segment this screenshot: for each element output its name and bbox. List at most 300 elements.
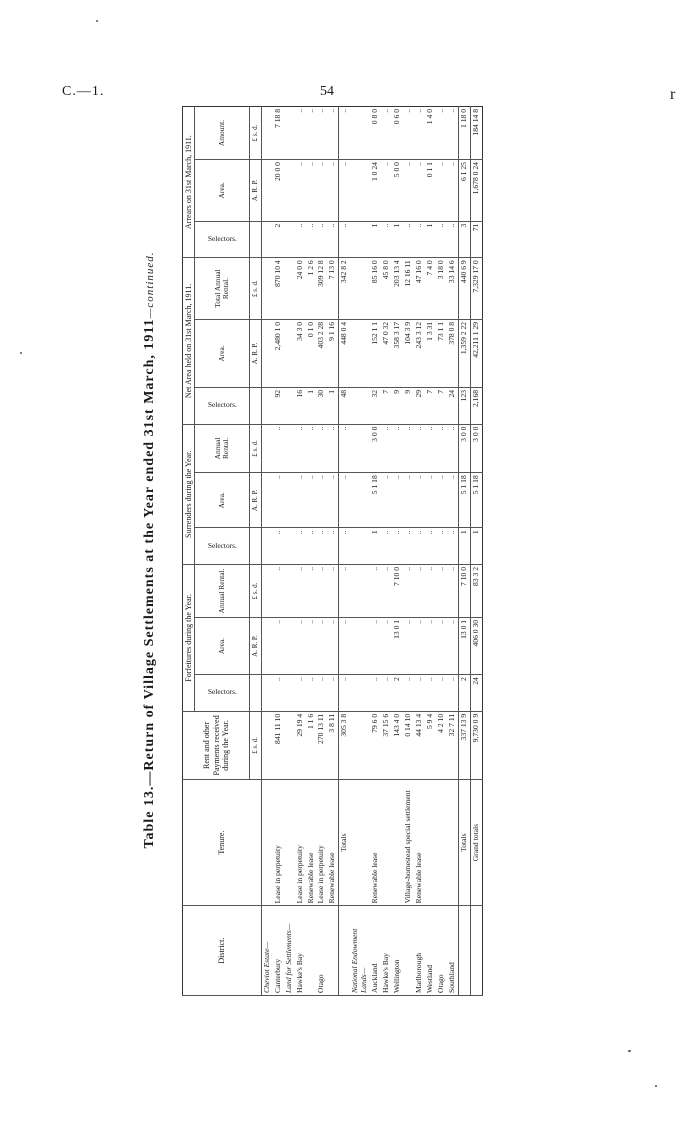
unit-a-amt: £ s. d.	[250, 107, 261, 160]
cell-f-sel: ..	[306, 675, 317, 712]
cell-n-rent: 203 13 4	[392, 258, 403, 320]
cell-s-rent: ..	[316, 424, 327, 473]
cell-f-rent: 83 3 2	[470, 565, 482, 618]
cell-tenure	[392, 779, 403, 905]
cell-n-sel: 9	[403, 387, 414, 424]
cell-s-area: ..	[327, 473, 338, 528]
cell-a-area: ..	[381, 160, 392, 222]
cell-f-rent: ..	[425, 565, 436, 618]
cell-tenure	[425, 779, 436, 905]
cell-s-rent: ..	[403, 424, 414, 473]
cell-n-rent	[261, 258, 272, 320]
cell-a-area: 1 0 24	[370, 160, 381, 222]
cell-n-area: 0 1 0	[306, 319, 317, 387]
unit-a-area: A. R. P.	[250, 160, 261, 222]
cell-n-area: 243 3 12	[414, 319, 425, 387]
cell-f-area: ..	[436, 617, 447, 674]
cell-rent: 44 13 4	[414, 711, 425, 779]
cell-s-area: ..	[306, 473, 317, 528]
cell-s-sel: ..	[403, 528, 414, 565]
cell-a-sel: ..	[414, 221, 425, 258]
cell-n-area: 152 1 1	[370, 319, 381, 387]
cell-n-sel	[350, 387, 370, 424]
cell-f-rent: 7 10 0	[458, 565, 470, 618]
cell-n-sel: 29	[414, 387, 425, 424]
cell-tenure	[284, 779, 295, 905]
col-n-selectors	[195, 387, 250, 424]
cell-s-area: 5 1 18	[370, 473, 381, 528]
cell-a-sel: 1	[392, 221, 403, 258]
table-body	[261, 107, 482, 996]
cell-tenure: Lease in perpetuity	[273, 779, 284, 905]
cell-s-sel: ..	[327, 528, 338, 565]
cell-f-rent: ..	[339, 565, 350, 618]
cell-n-area: 448 0 4	[339, 319, 350, 387]
unit-blank	[250, 221, 261, 258]
cell-rent: 4 2 10	[436, 711, 447, 779]
cell-f-rent	[261, 565, 272, 618]
cell-f-rent: ..	[327, 565, 338, 618]
unit-f-rent: £ s. d.	[250, 565, 261, 618]
cell-f-sel: ..	[339, 675, 350, 712]
unit-rent: £ s. d.	[250, 711, 261, 779]
cell-a-area	[350, 160, 370, 222]
cell-district: National Endowment Lands—	[350, 906, 370, 996]
cell-rent: 79 6 0	[370, 711, 381, 779]
table-row	[273, 107, 284, 996]
cell-s-area: 5 1 18	[458, 473, 470, 528]
group-surrenders: Surrenders during the Year.	[183, 424, 195, 564]
cell-f-area: ..	[370, 617, 381, 674]
cell-tenure: Renewable lease	[306, 779, 317, 905]
cell-district: Marlborough	[414, 906, 425, 996]
cell-s-area: ..	[392, 473, 403, 528]
cell-f-area	[350, 617, 370, 674]
village-settlements-table	[182, 106, 483, 996]
n-selectors-label: Selectors.	[207, 400, 237, 410]
cell-n-area: 2,480 1 0	[273, 319, 284, 387]
cell-s-rent: ..	[273, 424, 284, 473]
cell-n-rent: 1 2 6	[306, 258, 317, 320]
cell-tenure	[381, 779, 392, 905]
report-code: C.—1.	[62, 84, 105, 99]
cell-n-sel	[284, 387, 295, 424]
totals-row	[458, 107, 470, 996]
scan-speck	[20, 352, 22, 354]
cell-f-sel: ..	[425, 675, 436, 712]
cell-a-amt	[350, 107, 370, 160]
cell-f-rent: ..	[436, 565, 447, 618]
cell-f-rent: ..	[447, 565, 458, 618]
cell-s-rent: ..	[392, 424, 403, 473]
table-row	[414, 107, 425, 996]
cell-a-sel: ..	[295, 221, 306, 258]
cell-rent	[261, 711, 272, 779]
cell-n-rent: 870 10 4	[273, 258, 284, 320]
cell-n-rent	[284, 258, 295, 320]
cell-s-rent	[350, 424, 370, 473]
cell-f-area	[284, 617, 295, 674]
cell-n-sel: 9	[392, 387, 403, 424]
cell-s-sel: ..	[447, 528, 458, 565]
cell-a-amt	[261, 107, 272, 160]
cell-f-rent: ..	[295, 565, 306, 618]
cell-tenure: Grand totals	[470, 779, 482, 905]
cell-a-sel	[261, 221, 272, 258]
group-net-area: Net Area held on 31st March, 1911.	[183, 258, 195, 424]
cell-f-area: 406 0 30	[470, 617, 482, 674]
cell-district	[403, 906, 414, 996]
cell-rent: 37 15 6	[381, 711, 392, 779]
unit-blank	[250, 675, 261, 712]
cell-district	[458, 906, 470, 996]
cell-f-area: 13 0 1	[392, 617, 403, 674]
col-a-area: Area.	[195, 160, 250, 222]
cell-n-sel: 7	[381, 387, 392, 424]
cell-n-sel: 2,168	[470, 387, 482, 424]
cell-f-sel: ..	[436, 675, 447, 712]
cell-district	[470, 906, 482, 996]
cell-a-amt: ..	[295, 107, 306, 160]
cell-n-area: 403 2 28	[316, 319, 327, 387]
cell-n-area: 1 3 31	[425, 319, 436, 387]
corner-mark: r	[670, 86, 676, 103]
cell-s-area	[350, 473, 370, 528]
cell-s-area: ..	[403, 473, 414, 528]
cell-a-amt: 1 4 0	[425, 107, 436, 160]
cell-n-rent: 85 16 0	[370, 258, 381, 320]
cell-rent: 305 3 8	[339, 711, 350, 779]
cell-s-area: ..	[414, 473, 425, 528]
cell-tenure: Renewable lease	[370, 779, 381, 905]
cell-a-sel: ..	[316, 221, 327, 258]
table-row	[295, 107, 306, 996]
cell-f-sel: ..	[447, 675, 458, 712]
cell-district: Land for Settlements—	[284, 906, 295, 996]
cell-n-rent: 7,329 17 0	[470, 258, 482, 320]
cell-tenure: Totals	[458, 779, 470, 905]
cell-a-area: 0 1 1	[425, 160, 436, 222]
cell-s-rent	[261, 424, 272, 473]
cell-s-sel	[261, 528, 272, 565]
cell-a-area: ..	[414, 160, 425, 222]
cell-a-sel: ..	[327, 221, 338, 258]
col-n-rental: Total Annual Rental.	[195, 258, 250, 320]
cell-f-area: ..	[414, 617, 425, 674]
cell-f-sel: ..	[414, 675, 425, 712]
cell-district: Westland	[425, 906, 436, 996]
cell-a-area: ..	[436, 160, 447, 222]
cell-s-rent: ..	[306, 424, 317, 473]
table-row	[370, 107, 381, 996]
unit-blank	[250, 387, 261, 424]
col-f-selectors	[195, 675, 250, 712]
cell-a-amt: 184 14 8	[470, 107, 482, 160]
cell-a-sel	[350, 221, 370, 258]
cell-a-amt: 1 18 0	[458, 107, 470, 160]
group-arrears: Arrears on 31st March, 1911.	[183, 107, 195, 258]
cell-n-sel: 7	[425, 387, 436, 424]
cell-rent	[284, 711, 295, 779]
cell-rent: 0 14 10	[403, 711, 414, 779]
cell-a-area: ..	[316, 160, 327, 222]
cell-district: Otago	[316, 906, 327, 996]
cell-s-area: ..	[381, 473, 392, 528]
cell-f-rent: ..	[370, 565, 381, 618]
cell-s-rent: ..	[447, 424, 458, 473]
cell-rent	[350, 711, 370, 779]
cell-n-area: 358 3 17	[392, 319, 403, 387]
table-row	[261, 107, 272, 996]
cell-n-sel: 92	[273, 387, 284, 424]
cell-a-sel: ..	[306, 221, 317, 258]
table-title-text: Table 13.—Return of Village Settlements at the Year ended 31st March, 1911	[142, 318, 157, 849]
table-title	[142, 100, 176, 1000]
cell-f-sel: ..	[370, 675, 381, 712]
cell-a-sel: 3	[458, 221, 470, 258]
cell-district: Cheviot Estate—	[261, 906, 272, 996]
table-row	[327, 107, 338, 996]
col-f-rental: Annual Rental.	[195, 565, 250, 618]
cell-a-area: ..	[327, 160, 338, 222]
cell-a-area: ..	[403, 160, 414, 222]
unit-n-area: A. R. P.	[250, 319, 261, 387]
cell-f-area: ..	[425, 617, 436, 674]
cell-n-sel: 24	[447, 387, 458, 424]
cell-n-area: 378 0 8	[447, 319, 458, 387]
cell-f-area: ..	[403, 617, 414, 674]
cell-n-sel: 123	[458, 387, 470, 424]
cell-tenure	[261, 779, 272, 905]
cell-f-area	[261, 617, 272, 674]
totals-row	[470, 107, 482, 996]
cell-s-area	[284, 473, 295, 528]
cell-s-sel	[350, 528, 370, 565]
cell-f-sel: ..	[295, 675, 306, 712]
cell-a-area: ..	[447, 160, 458, 222]
table-row	[403, 107, 414, 996]
cell-s-rent	[284, 424, 295, 473]
cell-a-area: ..	[295, 160, 306, 222]
cell-n-rent: 45 8 0	[381, 258, 392, 320]
unit-s-rent: £ s. d.	[250, 424, 261, 473]
unit-f-area: A. R. P.	[250, 617, 261, 674]
cell-f-rent: ..	[316, 565, 327, 618]
cell-n-area: 34 3 0	[295, 319, 306, 387]
cell-district	[306, 906, 317, 996]
cell-a-amt	[284, 107, 295, 160]
cell-n-sel: 1	[306, 387, 317, 424]
cell-a-amt: ..	[447, 107, 458, 160]
cell-a-amt: 0 6 0	[392, 107, 403, 160]
cell-s-rent: ..	[295, 424, 306, 473]
group-forfeitures: Forfeitures during the Year.	[183, 565, 195, 712]
cell-a-amt: ..	[327, 107, 338, 160]
cell-n-area	[261, 319, 272, 387]
cell-s-area: ..	[447, 473, 458, 528]
cell-district	[327, 906, 338, 996]
cell-n-sel: 7	[436, 387, 447, 424]
cell-f-rent: ..	[414, 565, 425, 618]
rotated-table-page	[142, 100, 697, 1000]
cell-district: Wellington	[392, 906, 403, 996]
cell-n-rent: 47 16 0	[414, 258, 425, 320]
cell-n-sel: 16	[295, 387, 306, 424]
cell-rent: 337 13 9	[458, 711, 470, 779]
cell-s-sel: ..	[414, 528, 425, 565]
cell-n-area: 47 0 32	[381, 319, 392, 387]
cell-f-area: ..	[447, 617, 458, 674]
cell-s-area: ..	[295, 473, 306, 528]
cell-s-area: 5 1 18	[470, 473, 482, 528]
cell-a-amt: ..	[381, 107, 392, 160]
cell-tenure: Totals	[339, 779, 350, 905]
cell-a-amt: ..	[316, 107, 327, 160]
col-a-amount: Amount.	[195, 107, 250, 160]
cell-a-amt: ..	[436, 107, 447, 160]
cell-a-sel: ..	[436, 221, 447, 258]
cell-f-sel: ..	[316, 675, 327, 712]
cell-rent: 1 1 6	[306, 711, 317, 779]
cell-s-rent: 3 0 0	[470, 424, 482, 473]
cell-a-area: 1,678 0 24	[470, 160, 482, 222]
cell-s-area: ..	[436, 473, 447, 528]
cell-f-area: ..	[327, 617, 338, 674]
cell-f-sel	[350, 675, 370, 712]
cell-s-sel: ..	[425, 528, 436, 565]
cell-n-area	[284, 319, 295, 387]
cell-tenure: Lease in perpetuity	[295, 779, 306, 905]
cell-f-area: ..	[316, 617, 327, 674]
cell-a-area: 6 1 25	[458, 160, 470, 222]
cell-n-area: 42,211 1 29	[470, 319, 482, 387]
totals-row	[339, 107, 350, 996]
col-f-area: Area.	[195, 617, 250, 674]
cell-s-rent: ..	[436, 424, 447, 473]
cell-a-sel: 1	[370, 221, 381, 258]
cell-n-area: 104 3 9	[403, 319, 414, 387]
cell-s-sel: ..	[295, 528, 306, 565]
cell-f-area: ..	[339, 617, 350, 674]
cell-f-rent: ..	[306, 565, 317, 618]
cell-s-rent: 3 0 0	[458, 424, 470, 473]
cell-n-rent	[350, 258, 370, 320]
cell-f-area: 13 0 1	[458, 617, 470, 674]
cell-f-rent: ..	[403, 565, 414, 618]
table-row	[436, 107, 447, 996]
table-row	[316, 107, 327, 996]
cell-f-area: ..	[273, 617, 284, 674]
cell-s-sel: ..	[273, 528, 284, 565]
col-s-area: Area.	[195, 473, 250, 528]
cell-n-area	[350, 319, 370, 387]
cell-tenure: Renewable lease	[327, 779, 338, 905]
unit-n-rent: £ s. d.	[250, 258, 261, 320]
cell-n-sel: 1	[327, 387, 338, 424]
cell-rent: 3 8 11	[327, 711, 338, 779]
cell-s-sel: ..	[392, 528, 403, 565]
cell-rent: 5 9 4	[425, 711, 436, 779]
cell-n-area: 73 1 1	[436, 319, 447, 387]
table-row	[350, 107, 370, 996]
cell-a-sel: 71	[470, 221, 482, 258]
cell-n-rent: 3 18 0	[436, 258, 447, 320]
cell-a-area: 20 0 0	[273, 160, 284, 222]
cell-s-rent: 3 0 0	[370, 424, 381, 473]
cell-f-sel: 24	[470, 675, 482, 712]
cell-f-rent: 7 10 0	[392, 565, 403, 618]
table-row	[392, 107, 403, 996]
cell-a-sel: 2	[273, 221, 284, 258]
cell-s-sel: ..	[339, 528, 350, 565]
cell-s-sel: 1	[470, 528, 482, 565]
cell-a-sel	[284, 221, 295, 258]
table-row	[425, 107, 436, 996]
cell-n-rent: 33 14 6	[447, 258, 458, 320]
cell-a-area	[261, 160, 272, 222]
scan-speck	[628, 1050, 631, 1052]
cell-s-sel: ..	[306, 528, 317, 565]
cell-rent: 270 13 11	[316, 711, 327, 779]
cell-a-sel: ..	[339, 221, 350, 258]
cell-n-sel: 30	[316, 387, 327, 424]
cell-f-rent: ..	[273, 565, 284, 618]
cell-f-sel: ..	[327, 675, 338, 712]
cell-a-sel: ..	[381, 221, 392, 258]
cell-rent: 9,730 0 9	[470, 711, 482, 779]
cell-s-sel	[284, 528, 295, 565]
cell-n-rent: 12 16 11	[403, 258, 414, 320]
cell-n-rent: 309 12 8	[316, 258, 327, 320]
cell-a-amt: 7 18 8	[273, 107, 284, 160]
cell-s-sel: ..	[316, 528, 327, 565]
cell-s-rent: ..	[425, 424, 436, 473]
table-row	[381, 107, 392, 996]
cell-n-sel: 48	[339, 387, 350, 424]
scan-speck	[96, 20, 98, 22]
cell-s-area: ..	[273, 473, 284, 528]
cell-s-sel: 1	[370, 528, 381, 565]
cell-f-sel: ..	[403, 675, 414, 712]
cell-a-area: ..	[306, 160, 317, 222]
cell-a-amt: 0 8 0	[370, 107, 381, 160]
cell-s-rent: ..	[414, 424, 425, 473]
cell-s-rent: ..	[381, 424, 392, 473]
cell-n-sel: 32	[370, 387, 381, 424]
cell-n-rent: 24 0 0	[295, 258, 306, 320]
cell-a-area: 5 0 0	[392, 160, 403, 222]
cell-district: Hawke's Bay	[295, 906, 306, 996]
cell-f-area: ..	[381, 617, 392, 674]
cell-f-area: ..	[295, 617, 306, 674]
cell-f-rent	[284, 565, 295, 618]
cell-tenure	[447, 779, 458, 905]
col-rent: Rent and other Payments received during the Year.	[183, 711, 250, 779]
cell-s-rent: ..	[327, 424, 338, 473]
cell-rent: 29 19 4	[295, 711, 306, 779]
table-title-continued: —continued.	[144, 251, 156, 319]
cell-district: Canterbury	[273, 906, 284, 996]
cell-rent: 143 4 0	[392, 711, 403, 779]
cell-a-amt: ..	[414, 107, 425, 160]
cell-a-amt: ..	[306, 107, 317, 160]
cell-a-area	[284, 160, 295, 222]
cell-rent: 32 7 11	[447, 711, 458, 779]
col-s-rental: Annual Rental.	[195, 424, 250, 473]
cell-f-sel: 2	[392, 675, 403, 712]
unit-s-area: A. R. P.	[250, 473, 261, 528]
cell-s-sel: 1	[458, 528, 470, 565]
